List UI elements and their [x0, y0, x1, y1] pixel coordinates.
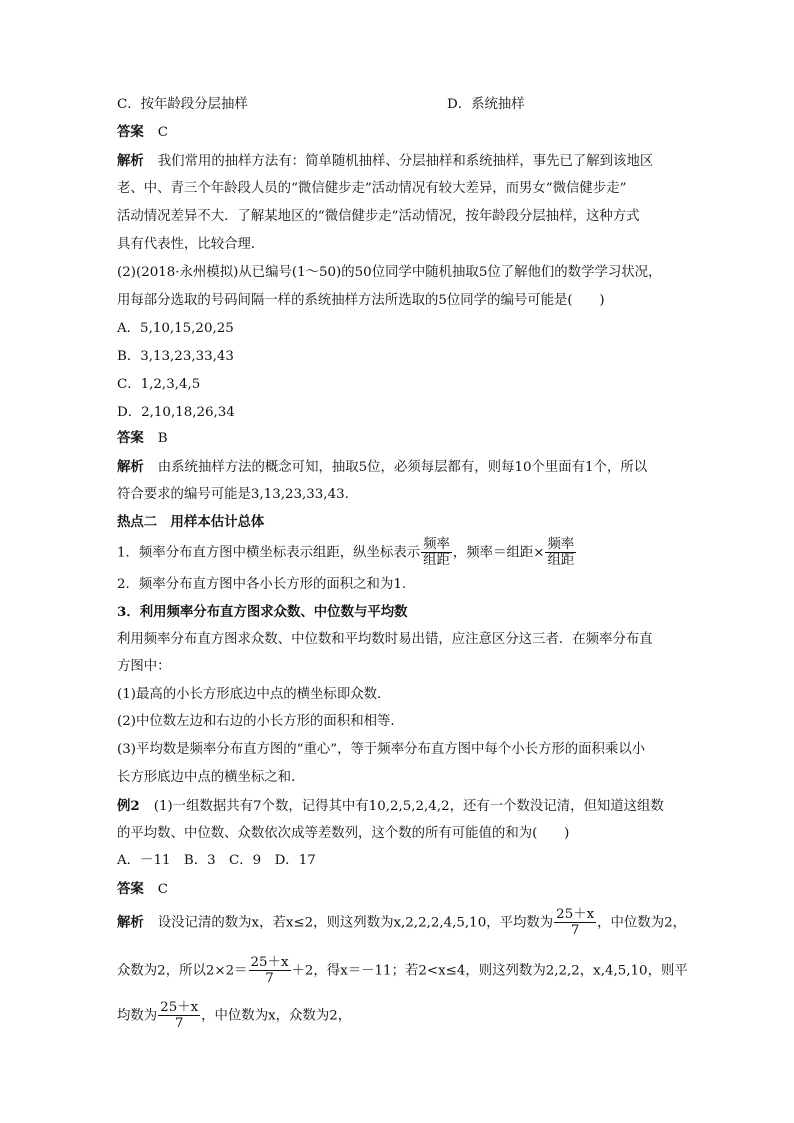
- q2-option-d: D．2,10,18,26,34: [117, 405, 235, 420]
- answer-value: B: [157, 431, 168, 446]
- example-2-line-1: 例2 (1)一组数据共有7个数，记得其中有10,2,5,2,4,2，还有一个数没记清，但知道这组数: [117, 798, 664, 814]
- answer-label: 答案: [117, 430, 144, 446]
- point-1: 1．频率分布直方图中横坐标表示组距，纵坐标表示 $\frac{\text{频率}}{\text{组距}}$ ，频率＝组距× $\frac{\text{频率}}{\text{组距}}$: [117, 537, 575, 569]
- q2-option-a: A．5,10,15,20,25: [117, 321, 234, 336]
- answer-value: C: [157, 125, 169, 140]
- fraction-mean: $\frac{25+x}{7}$: [250, 955, 289, 987]
- explanation-1-line-1: 解析 我们常用的抽样方法有：简单随机抽样、分层抽样和系统抽样，事先已了解到该地区: [117, 153, 654, 169]
- answer-1: [117, 123, 168, 142]
- option-c: C．按年龄段分层抽样: [117, 97, 248, 112]
- explanation-1-line-2: 老、中、青三个年龄段人员的“微信健步走”活动情况有较大差异，而男女“微信健步走”: [117, 181, 627, 196]
- explanation-label: 解析: [117, 459, 144, 475]
- fraction-mean: $\frac{25+x}{7}$: [556, 907, 595, 939]
- explanation-1-line-3: 活动情况差异不大．了解某地区的“微信健步走”活动情况，按年龄段分层抽样，这种方式: [117, 209, 640, 224]
- answer-label: 答案: [117, 881, 144, 897]
- answer-value: C: [157, 882, 169, 897]
- example-2-line-2: 的平均数、中位数、众数依次成等差数列，这个数的所有可能值的和为( ): [117, 826, 570, 841]
- question-2-line-2: 用每部分选取的号码间隔一样的系统抽样方法所选取的5位同学的编号可能是( ): [117, 293, 605, 308]
- explanation-3-line-1: 解析 设没记清的数为x，若x≤2，则这列数为x,2,2,2,4,5,10，平均数为 $\frac{25+x}{7}$ ，中位数为2，: [117, 907, 687, 939]
- point-3: 3．利用频率分布直方图求众数、中位数与平均数: [117, 604, 408, 620]
- sub-point-1: (1)最高的小长方形底边中点的横坐标即众数．: [117, 687, 391, 702]
- previous-options: [117, 96, 525, 114]
- point-2: 2．频率分布直方图中各小长方形的面积之和为1.: [117, 577, 407, 592]
- sub-point-2: (2)中位数左边和右边的小长方形的面积和相等．: [117, 714, 404, 729]
- q2-option-b: B．3,13,23,33,43: [117, 349, 234, 364]
- sub-point-3-line-1: (3)平均数是频率分布直方图的“重心”，等于频率分布直方图中每个小长方形的面积乘以小: [117, 742, 646, 757]
- answer-label: 答案: [117, 124, 144, 140]
- question-2-line-1: (2)(2018·永州模拟)从已编号(1～50)的50位同学中随机抽取5位了解他们的数学学习状况，: [117, 265, 662, 280]
- section-title: 热点二 用样本估计总体: [117, 514, 265, 530]
- explanation-label: 解析: [117, 914, 144, 931]
- answer-3: [117, 880, 168, 899]
- explanation-2-line-1: 解析 由系统抽样方法的概念可知，抽取5位，必须每层都有，则每10个里面有1个，所以: [117, 459, 648, 475]
- explanation-3-line-2: 众数为2，所以2×2＝ $\frac{25+x}{7}$ ＋2，得x＝－11；若2<x≤4，则这列数为2,2,2，x,4,5,10，则平: [117, 955, 688, 987]
- explanation-label: 解析: [117, 153, 144, 169]
- fraction-mean: $\frac{25+x}{7}$: [160, 1000, 199, 1032]
- point-3-desc-line-2: 方图中：: [117, 659, 171, 674]
- sub-point-3-line-2: 长方形底边中点的横坐标之和．: [117, 770, 305, 785]
- example-label: 例2: [117, 798, 140, 814]
- example-2-options: A．－11 B．3 C．9 D．17: [117, 853, 316, 868]
- q2-option-c: C．1,2,3,4,5: [117, 377, 201, 392]
- fraction-frequency-over-width: $\frac{\text{频率}}{\text{组距}}$: [423, 537, 450, 569]
- point-3-desc-line-1: 利用频率分布直方图求众数、中位数和平均数时易出错，应注意区分这三者．在频率分布直: [117, 632, 653, 647]
- answer-2: [117, 429, 168, 448]
- explanation-1-line-4: 具有代表性，比较合理．: [117, 237, 265, 252]
- fraction-frequency-over-width: $\frac{\text{频率}}{\text{组距}}$: [547, 537, 575, 569]
- option-d: D．系统抽样: [447, 97, 525, 112]
- explanation-3-line-3: 均数为 $\frac{25+x}{7}$ ，中位数为x，众数为2，: [117, 1000, 352, 1032]
- explanation-2-line-2: 符合要求的编号可能是3,13,23,33,43.: [117, 487, 349, 502]
